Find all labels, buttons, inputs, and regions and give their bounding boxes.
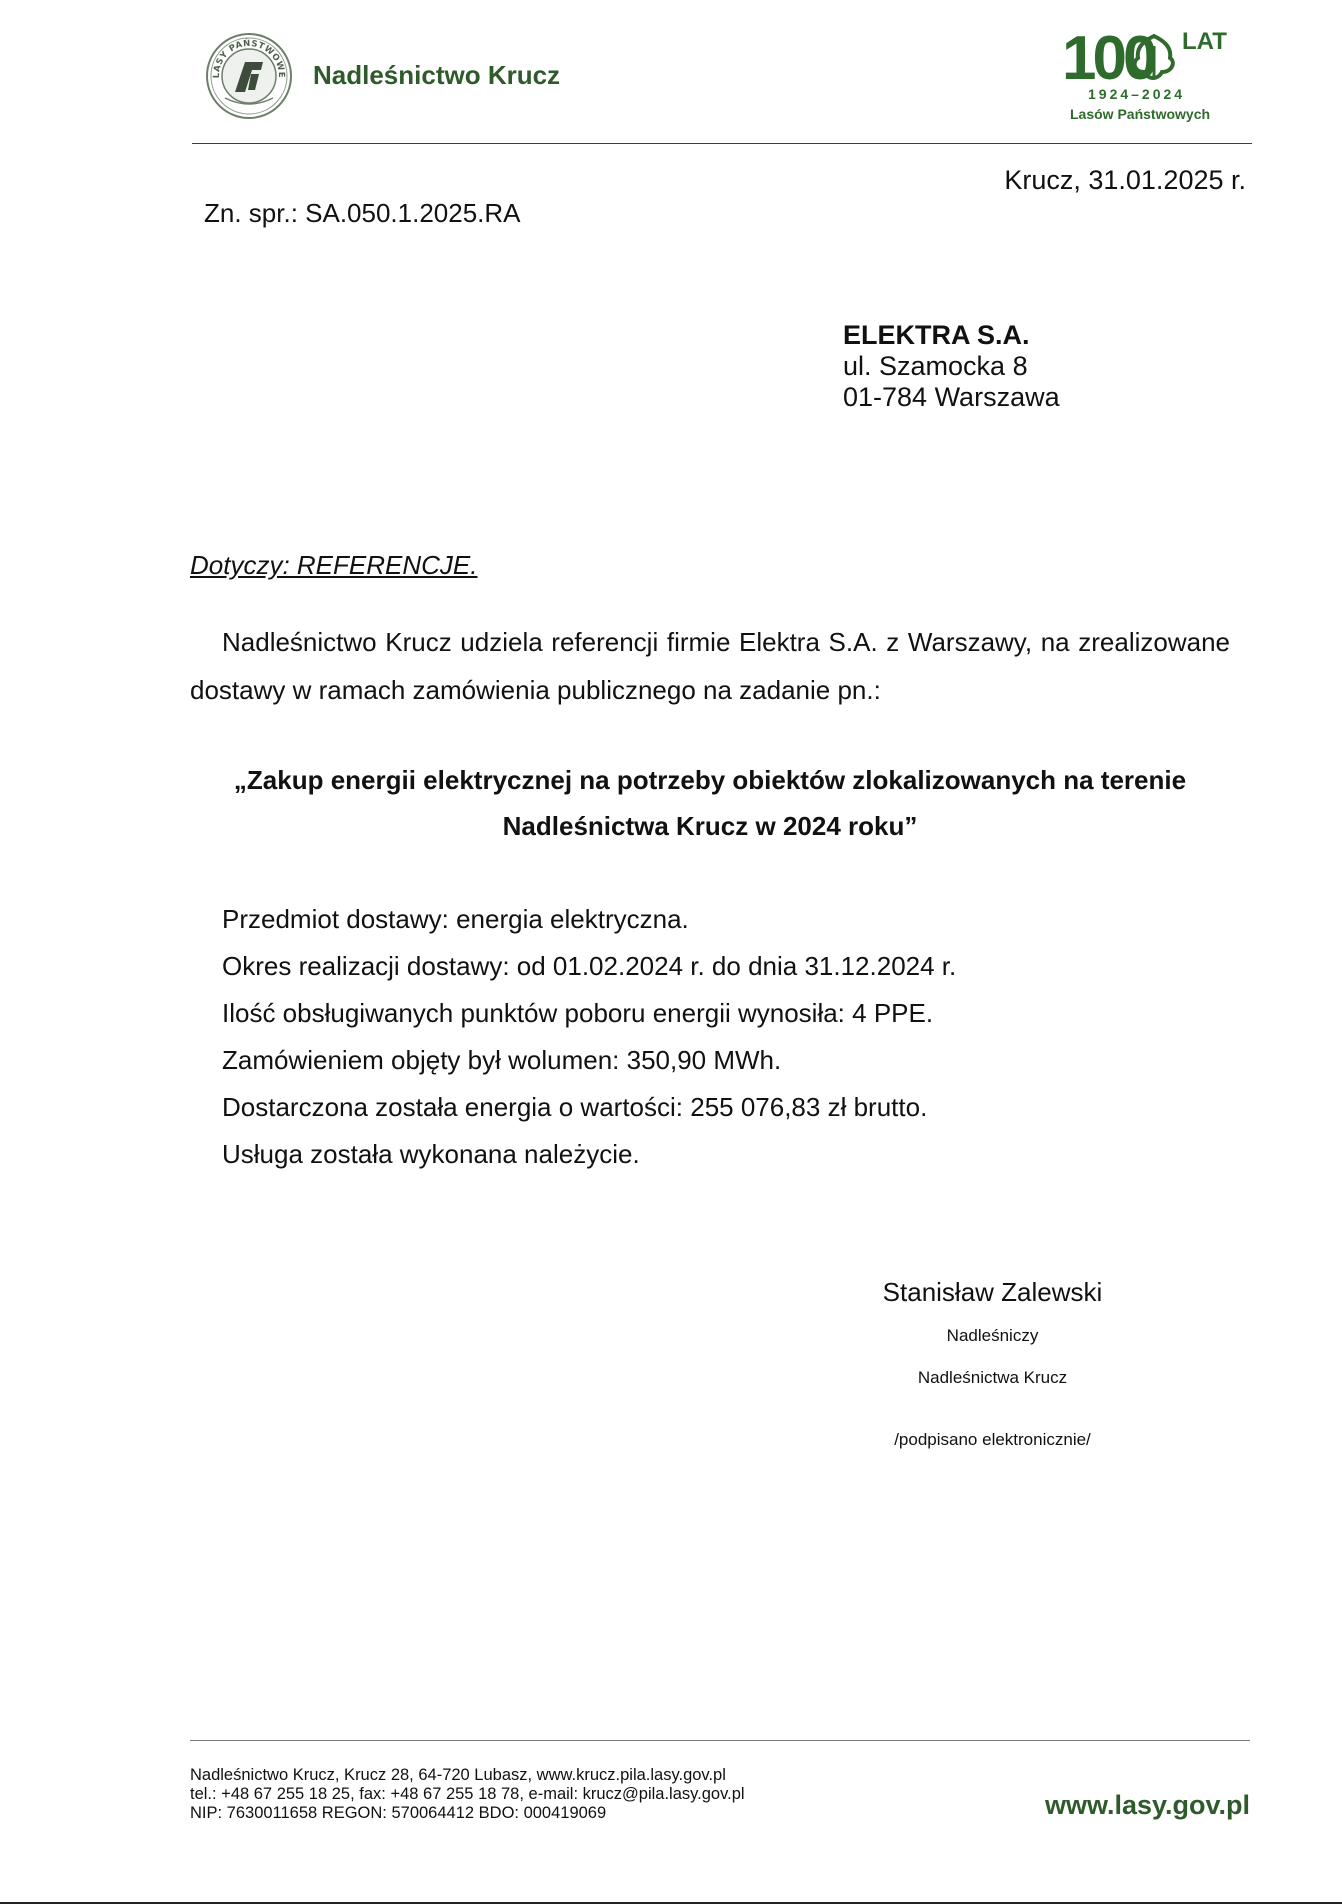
footer-phone: tel.: +48 67 255 18 25, fax: +48 67 255 18 78, e-mail: krucz@pila.lasy.gov.pl — [190, 1785, 745, 1803]
task-title-line2: Nadleśnictwa Krucz w 2024 roku” — [502, 811, 918, 841]
detail-line: Usługa została wykonana należycie. — [222, 1139, 640, 1169]
detail-line: Dostarczona została energia o wartości: 255 076,83 zł brutto. — [222, 1092, 928, 1122]
anniversary-years: 1924–2024 — [1088, 86, 1186, 102]
intro-text: Nadleśnictwo Krucz udziela referencji firmie Elektra S.A. z Warszawy, na zrealizowane dostawy w ramach zamówienia publicznego na zadanie pn.: — [190, 627, 1230, 705]
electronic-signature-note: /podpisano elektronicznie/ — [894, 1430, 1091, 1449]
footer-address: Nadleśnictwo Krucz, Krucz 28, 64-720 Lubasz, www.krucz.pila.lasy.gov.pl — [190, 1766, 726, 1784]
signatory-organization: Nadleśnictwa Krucz — [917, 1368, 1068, 1387]
letter-subject: Dotyczy: REFERENCJE. — [190, 550, 478, 580]
intro-paragraph — [190, 618, 1230, 714]
header-divider — [192, 143, 1252, 144]
anniversary-logo — [1062, 26, 1236, 126]
footer-contact — [190, 1766, 745, 1823]
detail-line: Ilość obsługiwanych punktów poboru energii wynosiła: 4 PPE. — [222, 998, 934, 1028]
anniversary-number: 100 — [1062, 24, 1154, 93]
organization-name: Nadleśnictwo Krucz — [313, 60, 561, 90]
recipient-name: ELEKTRA S.A. — [843, 320, 1030, 350]
detail-line: Przedmiot dostawy: energia elektryczna. — [222, 904, 689, 934]
recipient-address — [843, 320, 1060, 413]
task-title — [190, 757, 1230, 849]
anniversary-caption: Lasów Państwowych — [1070, 106, 1211, 122]
letter-date: Krucz, 31.01.2025 r. — [1004, 165, 1246, 195]
logo-emblem-text: LASY PAŃSTWOWE — [211, 38, 287, 79]
detail-line: Zamówieniem objęty był wolumen: 350,90 MWh. — [222, 1045, 782, 1075]
signatory-name: Stanisław Zalewski — [882, 1277, 1103, 1307]
footer-divider — [190, 1740, 1250, 1741]
case-reference: Zn. spr.: SA.050.1.2025.RA — [204, 198, 521, 228]
signatory-title: Nadleśniczy — [946, 1326, 1039, 1345]
delivery-details — [222, 896, 956, 1178]
footer-ids: NIP: 7630011658 REGON: 570064412 BDO: 000419069 — [190, 1804, 607, 1822]
footer-website-link[interactable]: www.lasy.gov.pl — [1044, 1790, 1250, 1820]
oak-leaf-icon — [1128, 32, 1180, 84]
detail-line: Okres realizacji dostawy: od 01.02.2024 r. do dnia 31.12.2024 r. — [222, 951, 957, 981]
recipient-street: ul. Szamocka 8 — [843, 351, 1028, 381]
task-title-line1: „Zakup energii elektrycznej na potrzeby obiektów zlokalizowanych na terenie — [233, 765, 1187, 795]
lasy-panstwowe-logo-icon — [205, 32, 293, 120]
recipient-city: 01-784 Warszawa — [843, 382, 1060, 412]
anniversary-lat: LAT — [1182, 28, 1227, 55]
